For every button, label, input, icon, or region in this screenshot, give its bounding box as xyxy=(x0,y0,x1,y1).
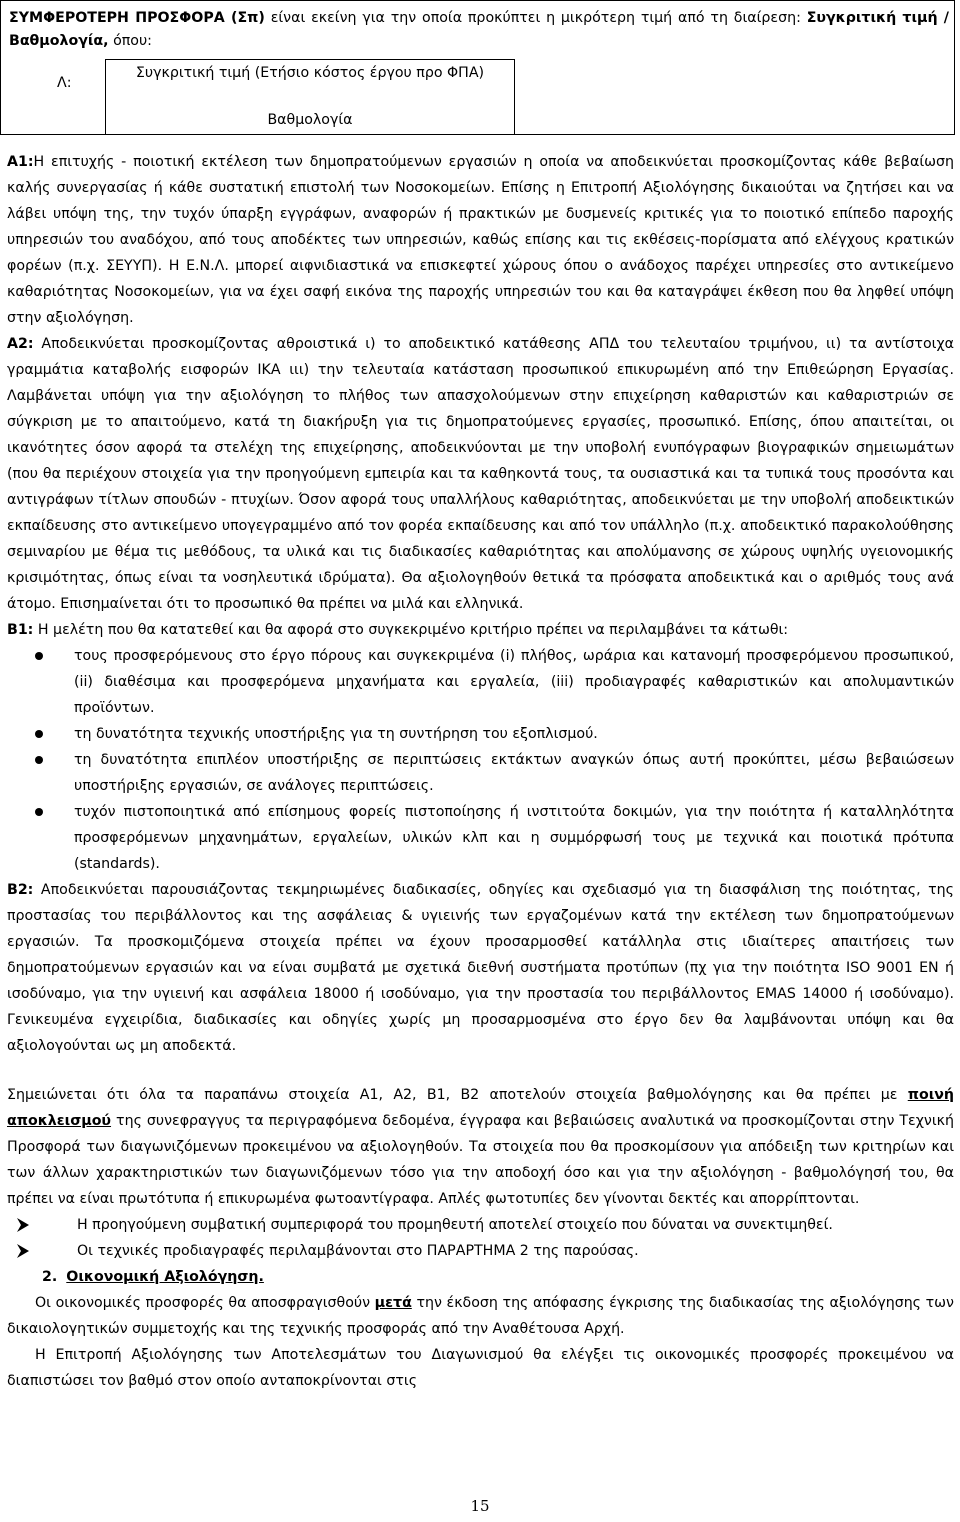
document-body xyxy=(7,149,954,1394)
fraction-denominator: Βαθμολογία xyxy=(267,112,353,128)
text-b2: Αποδεικνύεται παρουσιάζοντας τεκμηριωμένες διαδικασίες, οδηγίες και σχεδιασμό για τη διασφάλιση της ποιότητας, της προστασίας του περιβάλλοντος και της ασφάλειας & υγιεινής των εργαζομένων κατά την εκτέλεση των δημοπρατούμενων εργασιών. Τα προσκομιζόμενα στοιχεία πρέπει να έχουν προσαρμοσθεί κατάλληλα στις ιδιαίτερες απαιτήσεις των δημοπρατούμενων εργασιών και να είναι συμβατά με σχετικά διεθνή συστήματα προτύπων (πχ για την ποιότητα ISO 9001 EN ή ισοδύναμο, για την υγιεινή και ασφάλεια 18000 ή ισοδύναμο, για την προστασία του περιβάλλοντος EMAS 14000 ή ισοδύναμο). Γενικευμένα εγχειρίδια, διαδικασίες και οδηγίες χωρίς μη προσαρμοσμένα στο έργο δεν θα λαμβάνονται υπόψη και θα αξιολογούνται ως μη αποδεκτά. xyxy=(7,882,954,1054)
list-item-text: Η προηγούμενη συμβατική συμπεριφορά του προμηθευτή αποτελεί στοιχείο που δύναται να συνεκτιμηθεί. xyxy=(77,1217,833,1233)
list-item xyxy=(7,721,954,747)
intro-text-1: είναι εκείνη για την οποία προκύπτει η μικρότερη τιμή από τη διαίρεση: xyxy=(264,10,807,26)
paragraph-notice xyxy=(7,1082,954,1212)
fraction-numerator: Συγκριτική τιμή (Ετήσιο κόστος έργου προ ΦΠΑ) xyxy=(135,65,485,81)
paragraph-a1 xyxy=(7,149,954,331)
financial-underlined: μετά xyxy=(374,1295,412,1311)
paragraph-final: Η Επιτροπή Αξιολόγησης των Αποτελεσμάτων του Διαγωνισμού θα ελέγξει τις οικονομικές προσφορές προκειμένου να διαπιστώσει τον βαθμό στον οποίο ανταποκρίνονται στις xyxy=(7,1347,954,1389)
arrow-bullet-icon xyxy=(14,1238,34,1264)
arrow-bullet-icon xyxy=(14,1212,34,1238)
label-a2: Α2: xyxy=(7,336,34,352)
bullet-icon xyxy=(35,652,43,660)
list-item-text: τη δυνατότητα τεχνικής υποστήριξης για τη συντήρηση του εξοπλισμού. xyxy=(74,726,598,742)
list-item xyxy=(7,1238,954,1264)
section-title: Οικονομική Αξιολόγηση. xyxy=(66,1269,264,1285)
formula-box xyxy=(0,0,955,135)
label-a1: Α1: xyxy=(7,154,34,170)
list-item xyxy=(7,643,954,721)
label-b2: Β2: xyxy=(7,882,34,898)
fraction xyxy=(105,59,515,135)
list-item xyxy=(7,1212,954,1238)
notice-text-2: της συνεφραγγυς τα περιγραφόμενα δεδομένα, έγγραφα και βεβαιώσεις αναλυτικά να προσκομίζονται στην Τεχνική Προσφορά των διαγωνιζόμενων προκειμένου να αξιολογηθούν. Τα στοιχεία που θα προσκομίσουν για απόδειξη των κριτηρίων και των άλλων χαρακτηριστικών των διαγωνιζόμενων τόσο για την αποδοχή όσο και για την αξιολόγηση - βαθμολόγησή του, θα πρέπει να είναι πρωτότυπα ή επικυρωμένα φωτοαντίγραφα. Απλές φωτοτυπίες δεν γίνονται δεκτές και απορρίπτονται. xyxy=(7,1113,954,1207)
financial-text-1: Οι οικονομικές προσφορές θα αποσφραγισθούν xyxy=(35,1295,375,1311)
list-item-text: τη δυνατότητα επιπλέον υποστήριξης σε περιπτώσεις εκτάκτων αναγκών όπως αυτή προκύπτει, μέσω βεβαιώσεων υποστήριξης εργασιών, σε ανάλογες περιπτώσεις. xyxy=(74,752,954,794)
text-b1: Η μελέτη που θα κατατεθεί και θα αφορά στο συγκεκριμένο κριτήριο πρέπει να περιλαμβάνει τα κάτωθι: xyxy=(33,622,789,638)
page-number: 15 xyxy=(470,1497,490,1515)
section-number: 2. xyxy=(42,1269,58,1285)
list-item xyxy=(7,747,954,799)
list-item-text: τυχόν πιστοποιητικά από επίσημους φορείς πιστοποίησης ή ινστιτούτα δοκιμών, για την ποιότητα ή καταλληλότητα προσφερόμενων μηχανημάτων, εργαλείων, υλικών κλπ και η συμμόρφωσή τους με τεχνικά και ποιοτικά πρότυπα (standards). xyxy=(74,804,954,872)
paragraph-b1 xyxy=(7,617,954,643)
notice-text-1: Σημειώνεται ότι όλα τα παραπάνω στοιχεία Α1, Α2, Β1, Β2 αποτελούν στοιχεία βαθμολόγησης και θα πρέπει με xyxy=(7,1087,908,1103)
list-item-text: Οι τεχνικές προδιαγραφές περιλαμβάνονται στο ΠΑΡΑΡΤΗΜΑ 2 της παρούσας. xyxy=(77,1243,639,1259)
intro-term: ΣΥΜΦΕΡΟΤΕΡΗ ΠΡΟΣΦΟΡΑ (Σπ) xyxy=(9,10,265,26)
text-a2: Αποδεικνύεται προσκομίζοντας αθροιστικά ι) το αποδεικτικό κατάθεσης ΑΠΔ του τελευταίου τριμήνου, ιι) τα αντίστοιχα γραμμάτια καταβολής εισφορών ΙΚΑ ιιι) την τελευταία κατάσταση προσωπικού επικυρωμένη από την Επιθεώρηση Εργασίας. Λαμβάνεται υπόψη για την αξιολόγηση το πλήθος των απασχολούμενων στην επιχείρηση καθαριστών και καθαριστριών σε σύγκριση με το απαιτούμενο, κατά τη διακήρυξη για τις δημοπρατούμενες εργασίες, προσωπικό. Επίσης, όπου απαιτείται, οι ικανότητες όσον αφορά τα στελέχη της επιχείρησης, αποδεικνύονται με την υποβολή ενυπόγραφων βιογραφικών σημειωμάτων (που θα περιέχουν στοιχεία για την προηγούμενη εμπειρία και τα καθηκοντά τους, τα ουσιαστικά και τα τυπικά τους προσόντα και αντιγράφων τίτλων σπουδών - πτυχίων. Όσον αφορά τους υπαλλήλους καθαριότητας, αποδεικνύεται με την υποβολή αποδεικτικών εκπαίδευσης στο αντικείμενο υπογεγραμμένο από τον φορέα εκπαίδευσης και από τον υπάλληλο (π.χ. αποδεικτικό παρακολούθησης σεμιναρίου με θέμα τις μεθόδους, τα υλικά και τις διαδικασίες καθαριότητας και απολύμανσης σε χώρους υψηλής υγειονομικής κρισιμότητας, όπως είναι τα νοσηλευτικά ιδρύματα). Θα αξιολογηθούν θετικά τα πρόσφατα αποδεικτικά και ο αριθμός τους ανά άτομο. Επισημαίνεται ότι το προσωπικό θα πρέπει να μιλά και ελληνικά. xyxy=(7,336,954,612)
text-a1: Η επιτυχής - ποιοτική εκτέλεση των δημοπρατούμενων εργασιών η οποία να αποδεικνύεται προσκομίζοντας κάθε βεβαίωση καλής συνεργασίας ή κάθε συστατική επιστολή των Νοσοκομείων. Επίσης η Επιτροπή Αξιολόγησης δικαιούται να ζητήσει και να λάβει υπόψη της, την τυχόν ύπαρξη εγγράφων, αναφορών ή πρακτικών με δυσμενείς κριτικές για το ποιοτικό επίπεδο παροχής υπηρεσιών του αναδόχου, από τους αποδέκτες των υπηρεσιών, καθώς επίσης και τις εκθέσεις-πορίσματα από ελέγχους κρατικών φορέων (π.χ. ΣΕΥΥΠ). Η Ε.Ν.Λ. μπορεί αιφνιδιαστικά να επισκεφτεί χώρους όπου ο ανάδοχος παρέχει υπηρεσίες στο αντικείμενο καθαριότητας Νοσοκομείων, για να έχει σαφή εικόνα της παροχής υπηρεσιών του και θα καταγράψει έκθεση που θα ληφθεί υπόψη στην αξιολόγηση. xyxy=(7,154,954,326)
intro-formula: Συγκριτική τιμή / Βαθμολογία, xyxy=(9,10,949,49)
list-item xyxy=(7,799,954,877)
section-2-heading xyxy=(7,1264,954,1290)
list-item-text: τους προσφερόμενους στο έργο πόρους και συγκεκριμένα (i) πλήθος, ωράρια και κατανομή προσφερόμενου προσωπικού, (ii) διαθέσιμα και προσφερόμενα μηχανήματα και εργαλεία, (iii) προδιαγραφές καθαριστικών και απολυμαντικών προϊόντων. xyxy=(74,648,954,716)
intro-text-2: όπου: xyxy=(108,33,152,49)
label-b1: Β1: xyxy=(7,622,34,638)
paragraph-a2 xyxy=(7,331,954,617)
bullet-icon xyxy=(35,808,43,816)
arrow-list xyxy=(7,1212,954,1264)
notice-underlined: ποινή αποκλεισμού xyxy=(7,1087,954,1129)
lambda-symbol: Λ: xyxy=(57,75,72,91)
paragraph-financial xyxy=(7,1290,954,1342)
b1-list xyxy=(7,643,954,877)
financial-text-2: την έκδοση της απόφασης έγκρισης της διαδικασίας της αξιολόγησης των δικαιολογητικών συμμετοχής και της τεχνικής προσφοράς από την Αναθέτουσα Αρχή. xyxy=(7,1295,954,1337)
bullet-icon xyxy=(35,756,43,764)
bullet-icon xyxy=(35,730,43,738)
formula-intro xyxy=(9,7,949,53)
spacer xyxy=(7,1059,954,1082)
paragraph-b2 xyxy=(7,877,954,1059)
